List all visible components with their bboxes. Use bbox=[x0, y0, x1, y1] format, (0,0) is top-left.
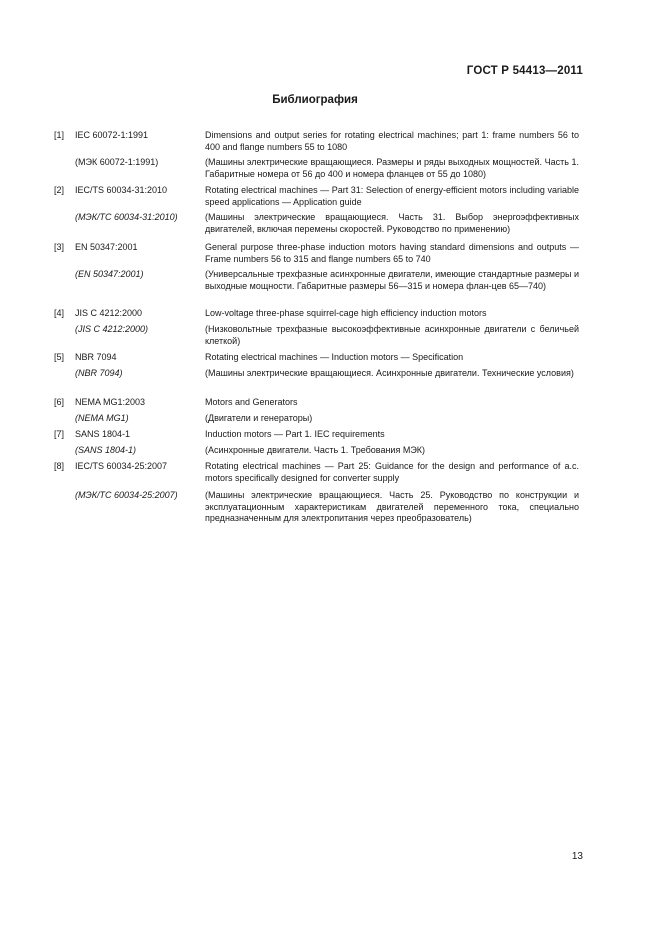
bibliography-entry-ru bbox=[54, 324, 579, 352]
entry-description-ru: (Машины электрические вращающиеся. Асинхронные двигатели. Технические условия) bbox=[205, 368, 574, 378]
entry-description: Dimensions and output series for rotating electrical machines; part 1: frame numbers 56 to 400 and flange numbers 55 to 1080 bbox=[205, 130, 579, 152]
entry-number: [5] bbox=[54, 352, 65, 362]
bibliography-entry-ru bbox=[54, 413, 579, 429]
entry-description: Rotating electrical machines — Part 25: Guidance for the design and performance of a.c. motors specifically designed for converter supply bbox=[205, 461, 579, 483]
page-number: 13 bbox=[571, 851, 583, 862]
bibliography-entry bbox=[54, 130, 579, 157]
entry-description: Induction motors — Part 1. IEC requirements bbox=[205, 429, 385, 439]
entry-standard: SANS 1804-1 bbox=[75, 429, 131, 439]
bibliography-entry-ru bbox=[54, 490, 579, 530]
entry-description: General purpose three-phase induction motors having standard dimensions and outputs — Frame numbers 56 to 315 and flange numbers 65 to 740 bbox=[205, 242, 579, 264]
bibliography-entry bbox=[54, 352, 579, 368]
entry-standard-ru: (NEMA MG1) bbox=[75, 413, 129, 423]
document-code: ГОСТ Р 54413—2011 bbox=[466, 65, 583, 77]
bibliography-entry bbox=[54, 242, 579, 269]
entry-number: [6] bbox=[54, 397, 65, 407]
bibliography-entry bbox=[54, 185, 579, 212]
entry-standard-ru: (SANS 1804-1) bbox=[75, 445, 137, 455]
entry-description: Low-voltage three-phase squirrel-cage high efficiency induction motors bbox=[205, 308, 487, 318]
entry-description: Rotating electrical machines — Induction motors — Specification bbox=[205, 352, 464, 362]
entry-description: Motors and Generators bbox=[205, 397, 298, 407]
entry-description-ru: (Универсальные трехфазные асинхронные двигатели, имеющие стандартные размеры и выходные мощности. Габаритные размеры 56—315 и номера флан-цев 65—740) bbox=[205, 269, 579, 291]
entry-standard: EN 50347:2001 bbox=[75, 242, 138, 252]
entry-standard-ru: (EN 50347:2001) bbox=[75, 269, 144, 279]
entry-number: [8] bbox=[54, 461, 65, 471]
bibliography-entry-ru bbox=[54, 157, 579, 185]
bibliography-entry-ru bbox=[54, 445, 579, 461]
bibliography-list bbox=[54, 130, 579, 530]
entry-number: [4] bbox=[54, 308, 65, 318]
entry-number: [1] bbox=[54, 130, 65, 140]
entry-standard: IEC/TS 60034-31:2010 bbox=[75, 185, 168, 195]
entry-standard: NEMA MG1:2003 bbox=[75, 397, 146, 407]
entry-number: [2] bbox=[54, 185, 65, 195]
entry-description-ru: (Двигатели и генераторы) bbox=[205, 413, 313, 423]
entry-description-ru: (Машины электрические вращающиеся. Часть 31. Выбор энергоэффективных двигателей, включая перемены скоростей. Руководство по применению) bbox=[205, 212, 579, 234]
entry-standard-ru: (NBR 7094) bbox=[75, 368, 123, 378]
entry-description-ru: (Низковольтные трехфазные высокоэффективные асинхронные двигатели с беличьей клеткой) bbox=[205, 324, 579, 346]
entry-description-ru: (Машины электрические вращающиеся. Размеры и ряды выходных мощностей. Часть 1. Габаритные номера от 56 до 400 и номера фланцев от 55 до 1080) bbox=[205, 157, 579, 179]
entry-standard-ru: (МЭК 60072-1:1991) bbox=[75, 157, 159, 167]
bibliography-entry bbox=[54, 461, 579, 490]
bibliography-title: Библиография bbox=[272, 94, 358, 106]
bibliography-entry bbox=[54, 429, 579, 445]
bibliography-entry-ru bbox=[54, 269, 579, 308]
entry-description-ru: (Асинхронные двигатели. Часть 1. Требования МЭК) bbox=[205, 445, 426, 455]
entry-standard: IEC 60072-1:1991 bbox=[75, 130, 149, 140]
entry-standard-ru: (МЭК/ТС 60034-31:2010) bbox=[75, 212, 178, 222]
entry-standard: NBR 7094 bbox=[75, 352, 117, 362]
entry-description: Rotating electrical machines — Part 31: Selection of energy-efficient motors including variable speed applications — Application guide bbox=[205, 185, 579, 207]
entry-standard: IEC/TS 60034-25:2007 bbox=[75, 461, 168, 471]
entry-standard-ru: (JIS C 4212:2000) bbox=[75, 324, 149, 334]
entry-standard: JIS C 4212:2000 bbox=[75, 308, 143, 318]
bibliography-entry-ru bbox=[54, 212, 579, 242]
entry-standard-ru: (МЭК/ТС 60034-25:2007) bbox=[75, 490, 178, 500]
bibliography-entry bbox=[54, 397, 579, 413]
entry-number: [7] bbox=[54, 429, 65, 439]
entry-number: [3] bbox=[54, 242, 65, 252]
entry-description-ru: (Машины электрические вращающиеся. Часть 25. Руководство по конструкции и эксплуатационным характеристикам двигателей переменного тока, специально предназначенным для электропитания через преобразователь) bbox=[205, 490, 579, 523]
bibliography-entry bbox=[54, 308, 579, 324]
bibliography-entry-ru bbox=[54, 368, 579, 397]
